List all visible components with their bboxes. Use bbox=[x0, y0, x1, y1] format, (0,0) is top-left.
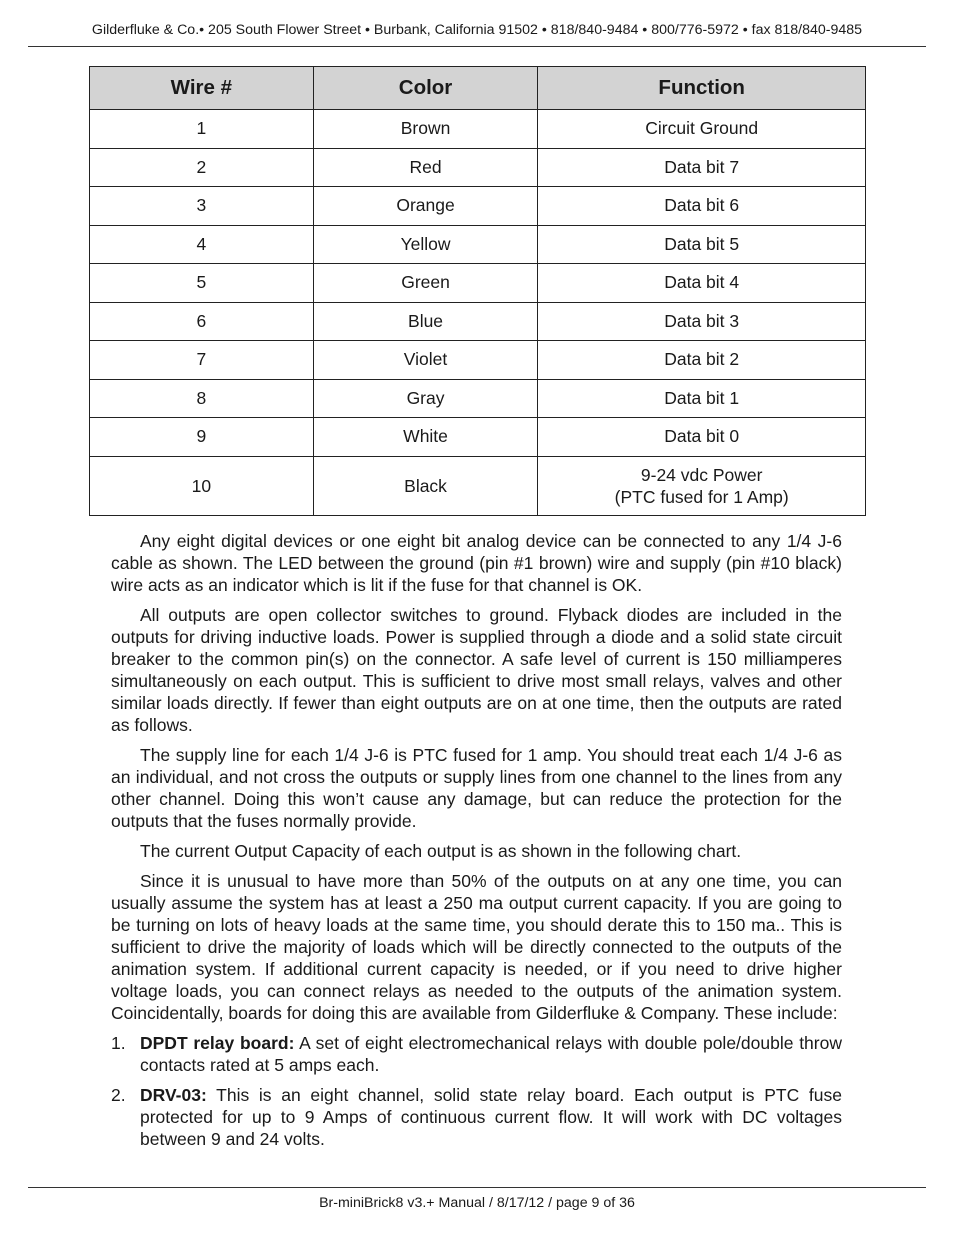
board-list bbox=[111, 1032, 842, 1150]
function-cell: Data bit 0 bbox=[538, 418, 866, 457]
color-cell: Black bbox=[313, 456, 538, 515]
header-divider bbox=[28, 46, 926, 47]
function-cell: Data bit 1 bbox=[538, 379, 866, 418]
page-header: Gilderfluke & Co.• 205 South Flower Street • Burbank, California 91502 • 818/840-9484 • 800/776-5972 • fax 818/840-9485 bbox=[91, 22, 863, 38]
column-header-function: Function bbox=[538, 67, 866, 110]
function-cell: Data bit 2 bbox=[538, 341, 866, 380]
function-cell bbox=[538, 456, 866, 515]
color-cell: Violet bbox=[313, 341, 538, 380]
list-item bbox=[111, 1032, 842, 1076]
column-header-wire: Wire # bbox=[90, 67, 314, 110]
color-cell: Orange bbox=[313, 187, 538, 226]
list-number: 2. bbox=[111, 1085, 126, 1105]
function-line: 9-24 vdc Power bbox=[640, 464, 763, 485]
function-cell: Data bit 7 bbox=[538, 148, 866, 187]
color-cell: Red bbox=[313, 148, 538, 187]
table-row bbox=[90, 302, 866, 341]
paragraph: The current Output Capacity of each output is as shown in the following chart. bbox=[140, 841, 742, 861]
wire-cell: 6 bbox=[90, 302, 314, 341]
wire-cell: 7 bbox=[90, 341, 314, 380]
wire-cell: 4 bbox=[90, 225, 314, 264]
color-cell: White bbox=[313, 418, 538, 457]
table-row bbox=[90, 110, 866, 149]
list-item-text: This is an eight channel, solid state relay board. Each output is PTC fuse protected for up to 9 Amps of continuous current flow. It will work with DC voltages between 9 and 24 volts. bbox=[140, 1085, 842, 1149]
function-cell: Circuit Ground bbox=[538, 110, 866, 149]
table-row bbox=[90, 225, 866, 264]
table-row bbox=[90, 187, 866, 226]
color-cell: Green bbox=[313, 264, 538, 303]
wire-cell: 8 bbox=[90, 379, 314, 418]
function-cell: Data bit 3 bbox=[538, 302, 866, 341]
column-header-color: Color bbox=[313, 67, 538, 110]
list-item bbox=[111, 1084, 842, 1150]
table-header-row bbox=[90, 67, 866, 110]
function-cell: Data bit 5 bbox=[538, 225, 866, 264]
wire-cell: 9 bbox=[90, 418, 314, 457]
wire-cell: 5 bbox=[90, 264, 314, 303]
footer-divider bbox=[28, 1187, 926, 1188]
wire-table bbox=[89, 66, 866, 516]
paragraph: Any eight digital devices or one eight bit analog device can be connected to any 1/4 J-6 cable as shown. The LED between the ground (pin #1 brown) wire and supply (pin #10 black) wire acts as an indicator which is lit if the fuse for that channel is OK. bbox=[111, 531, 842, 595]
function-cell: Data bit 4 bbox=[538, 264, 866, 303]
wire-cell: 2 bbox=[90, 148, 314, 187]
list-item-title: DRV-03: bbox=[140, 1085, 207, 1105]
paragraph: Since it is unusual to have more than 50% of the outputs on at any one time, you can usually assume the system has at least a 250 ma output current capacity. If you are going to be turning on lots of heavy loads at the same time, you should derate this to 150 ma.. This is sufficient to drive the majority of loads which will be directly connected to the outputs of the animation system. If additional current capacity is needed, or if you need to drive higher voltage loads, you can connect relays as needed to the outputs of the animation system. Coincidentally, boards for doing this are available from Gilderfluke & Company. These include: bbox=[111, 871, 842, 1023]
list-number: 1. bbox=[111, 1033, 126, 1053]
paragraph: The supply line for each 1/4 J-6 is PTC fused for 1 amp. You should treat each 1/4 J-6 as an individual, and not cross the outputs or supply lines from one channel to the lines from any other channel. Doing this won’t cause any damage, but can reduce the protection for the outputs that the fuses normally provide. bbox=[111, 745, 842, 831]
list-item-title: DPDT relay board: bbox=[140, 1033, 295, 1053]
table-row bbox=[90, 148, 866, 187]
table-row bbox=[90, 456, 866, 515]
list-item-text: A set of eight electromechanical relays with double pole/double throw contacts rated at 5 amps each. bbox=[140, 1033, 842, 1075]
function-cell: Data bit 6 bbox=[538, 187, 866, 226]
wire-cell: 1 bbox=[90, 110, 314, 149]
table-row bbox=[90, 341, 866, 380]
page-footer: Br-miniBrick8 v3.+ Manual / 8/17/12 / page 9 of 36 bbox=[319, 1195, 635, 1211]
wire-cell: 3 bbox=[90, 187, 314, 226]
table-row bbox=[90, 379, 866, 418]
color-cell: Brown bbox=[313, 110, 538, 149]
paragraph: All outputs are open collector switches to ground. Flyback diodes are included in the outputs for driving inductive loads. Power is supplied through a diode and a solid state circuit breaker to the common pin(s) on the connector. A safe level of current is 150 milliamperes simultaneously on each output. This is sufficient to drive most small relays, valves and other similar loads directly. If fewer than eight outputs are on at one time, then the outputs are rated as follows. bbox=[111, 605, 842, 735]
body-text bbox=[111, 530, 842, 1158]
table-row bbox=[90, 264, 866, 303]
wire-cell: 10 bbox=[90, 456, 314, 515]
table-row bbox=[90, 418, 866, 457]
color-cell: Blue bbox=[313, 302, 538, 341]
color-cell: Yellow bbox=[313, 225, 538, 264]
function-line: (PTC fused for 1 Amp) bbox=[614, 486, 789, 507]
color-cell: Gray bbox=[313, 379, 538, 418]
